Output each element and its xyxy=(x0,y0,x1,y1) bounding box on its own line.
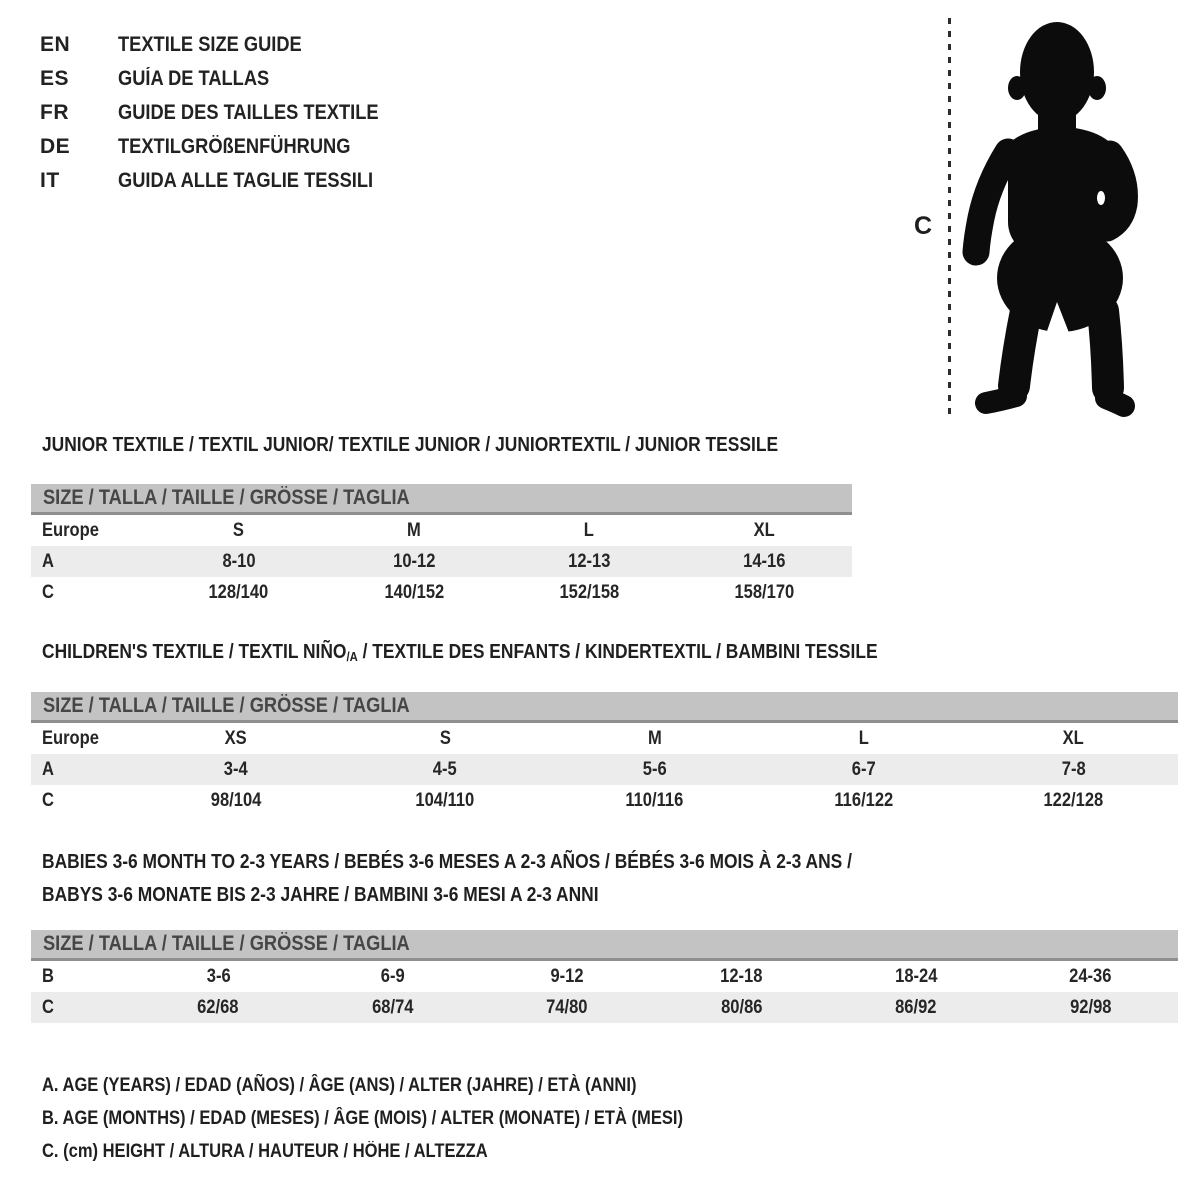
value-cell: 5-6 xyxy=(642,759,667,780)
lang-title: GUIDA ALLE TAGLIE TESSILI xyxy=(118,169,374,192)
value-cell: 74/80 xyxy=(546,997,588,1018)
row-label: C xyxy=(42,582,54,603)
size-header-bar: SIZE / TALLA / TAILLE / GRÖSSE / TAGLIA xyxy=(31,484,852,515)
value-cell: 12-18 xyxy=(720,966,763,987)
value-cell: 68/74 xyxy=(372,997,414,1018)
value-cell: 140/152 xyxy=(383,582,444,603)
value-cell: 18-24 xyxy=(895,966,938,987)
table-row-age xyxy=(31,754,1178,785)
table-row-sizes xyxy=(31,515,852,546)
lang-code: FR xyxy=(40,101,69,124)
value-cell: 6-9 xyxy=(380,966,405,987)
size-cell: S xyxy=(439,728,451,749)
lang-code: IT xyxy=(40,169,60,192)
footnote-height-cm: C. (cm) HEIGHT / ALTURA / HAUTEUR / HÖHE / ALTEZZA xyxy=(42,1141,488,1162)
lang-row-de xyxy=(40,130,417,164)
value-cell: 8-10 xyxy=(222,551,256,572)
value-cell: 116/122 xyxy=(834,790,894,811)
lang-row-it xyxy=(40,164,417,198)
lang-row-es xyxy=(40,62,417,96)
junior-size-table xyxy=(31,484,852,608)
size-cell: XL xyxy=(1062,728,1084,749)
row-label: Europe xyxy=(42,520,99,541)
lang-title: TEXTILGRÖßENFÜHRUNG xyxy=(118,135,351,158)
size-header-bar: SIZE / TALLA / TAILLE / GRÖSSE / TAGLIA xyxy=(31,692,1178,723)
lang-title: GUIDE DES TAILLES TEXTILE xyxy=(118,101,379,124)
footnote-age-months: B. AGE (MONTHS) / EDAD (MESES) / ÂGE (MOIS) / ALTER (MONATE) / ETÀ (MESI) xyxy=(42,1108,683,1129)
size-cell: XS xyxy=(224,728,247,749)
row-label: C xyxy=(42,997,54,1018)
babies-section-title-line1: BABIES 3-6 MONTH TO 2-3 YEARS / BEBÉS 3-6 MESES A 2-3 AÑOS / BÉBÉS 3-6 MOIS À 2-3 ANS / xyxy=(42,851,852,873)
value-cell: 24-36 xyxy=(1069,966,1112,987)
size-cell: S xyxy=(233,520,245,541)
table-row-height xyxy=(31,577,852,608)
table-row-months xyxy=(31,961,1178,992)
lang-title: TEXTILE SIZE GUIDE xyxy=(118,33,302,56)
value-cell: 10-12 xyxy=(392,551,436,572)
table-row-height xyxy=(31,992,1178,1023)
value-cell: 14-16 xyxy=(743,551,786,572)
value-cell: 62/68 xyxy=(197,997,239,1018)
lang-code: DE xyxy=(40,135,71,158)
value-cell: 92/98 xyxy=(1070,997,1112,1018)
row-label: Europe xyxy=(42,728,99,749)
value-cell: 128/140 xyxy=(208,582,269,603)
value-cell: 110/116 xyxy=(625,790,684,811)
table-row-age xyxy=(31,546,852,577)
size-cell: L xyxy=(858,728,869,749)
value-cell: 3-6 xyxy=(206,966,231,987)
children-section-title: CHILDREN'S TEXTILE / TEXTIL NIÑO/A / TEXTILE DES ENFANTS / KINDERTEXTIL / BAMBINI TESSILE xyxy=(42,641,878,664)
value-cell: 104/110 xyxy=(415,790,475,811)
lang-title: GUÍA DE TALLAS xyxy=(118,67,270,90)
lang-code: EN xyxy=(40,33,71,56)
lang-code: ES xyxy=(40,67,70,90)
value-cell: 12-13 xyxy=(567,551,611,572)
children-size-table xyxy=(31,692,1178,816)
table-row-sizes xyxy=(31,723,1178,754)
row-label: A xyxy=(42,551,54,572)
size-cell: M xyxy=(647,728,662,749)
value-cell: 80/86 xyxy=(721,997,763,1018)
value-cell: 6-7 xyxy=(851,759,876,780)
lang-row-en xyxy=(40,28,417,62)
row-label: C xyxy=(42,790,54,811)
value-cell: 9-12 xyxy=(550,966,584,987)
value-cell: 7-8 xyxy=(1061,759,1086,780)
height-measure-dashed-line xyxy=(948,18,951,415)
nino-a-subscript: /A xyxy=(346,649,358,664)
babies-size-table xyxy=(31,930,1178,1023)
value-cell: 152/158 xyxy=(559,582,620,603)
junior-section-title: JUNIOR TEXTILE / TEXTIL JUNIOR/ TEXTILE JUNIOR / JUNIORTEXTIL / JUNIOR TESSILE xyxy=(42,434,779,456)
size-cell: L xyxy=(584,520,595,541)
footnote-age-years: A. AGE (YEARS) / EDAD (AÑOS) / ÂGE (ANS) / ALTER (JAHRE) / ETÀ (ANNI) xyxy=(42,1075,637,1096)
value-cell: 4-5 xyxy=(433,759,458,780)
row-label: B xyxy=(42,966,54,987)
size-cell: XL xyxy=(753,520,775,541)
size-header-bar: SIZE / TALLA / TAILLE / GRÖSSE / TAGLIA xyxy=(31,930,1178,961)
table-row-height xyxy=(31,785,1178,816)
language-title-list xyxy=(40,28,417,198)
babies-section-title-line2: BABYS 3-6 MONATE BIS 2-3 JAHRE / BAMBINI 3-6 MESI A 2-3 ANNI xyxy=(42,884,599,906)
legend-footnotes xyxy=(42,1069,779,1168)
toddler-silhouette-icon xyxy=(960,16,1140,418)
size-cell: M xyxy=(406,520,421,541)
lang-row-fr xyxy=(40,96,417,130)
value-cell: 98/104 xyxy=(210,790,261,811)
row-label: A xyxy=(42,759,54,780)
value-cell: 122/128 xyxy=(1043,790,1104,811)
value-cell: 86/92 xyxy=(895,997,937,1018)
height-measure-label: C xyxy=(914,212,933,240)
value-cell: 3-4 xyxy=(223,759,248,780)
value-cell: 158/170 xyxy=(734,582,795,603)
